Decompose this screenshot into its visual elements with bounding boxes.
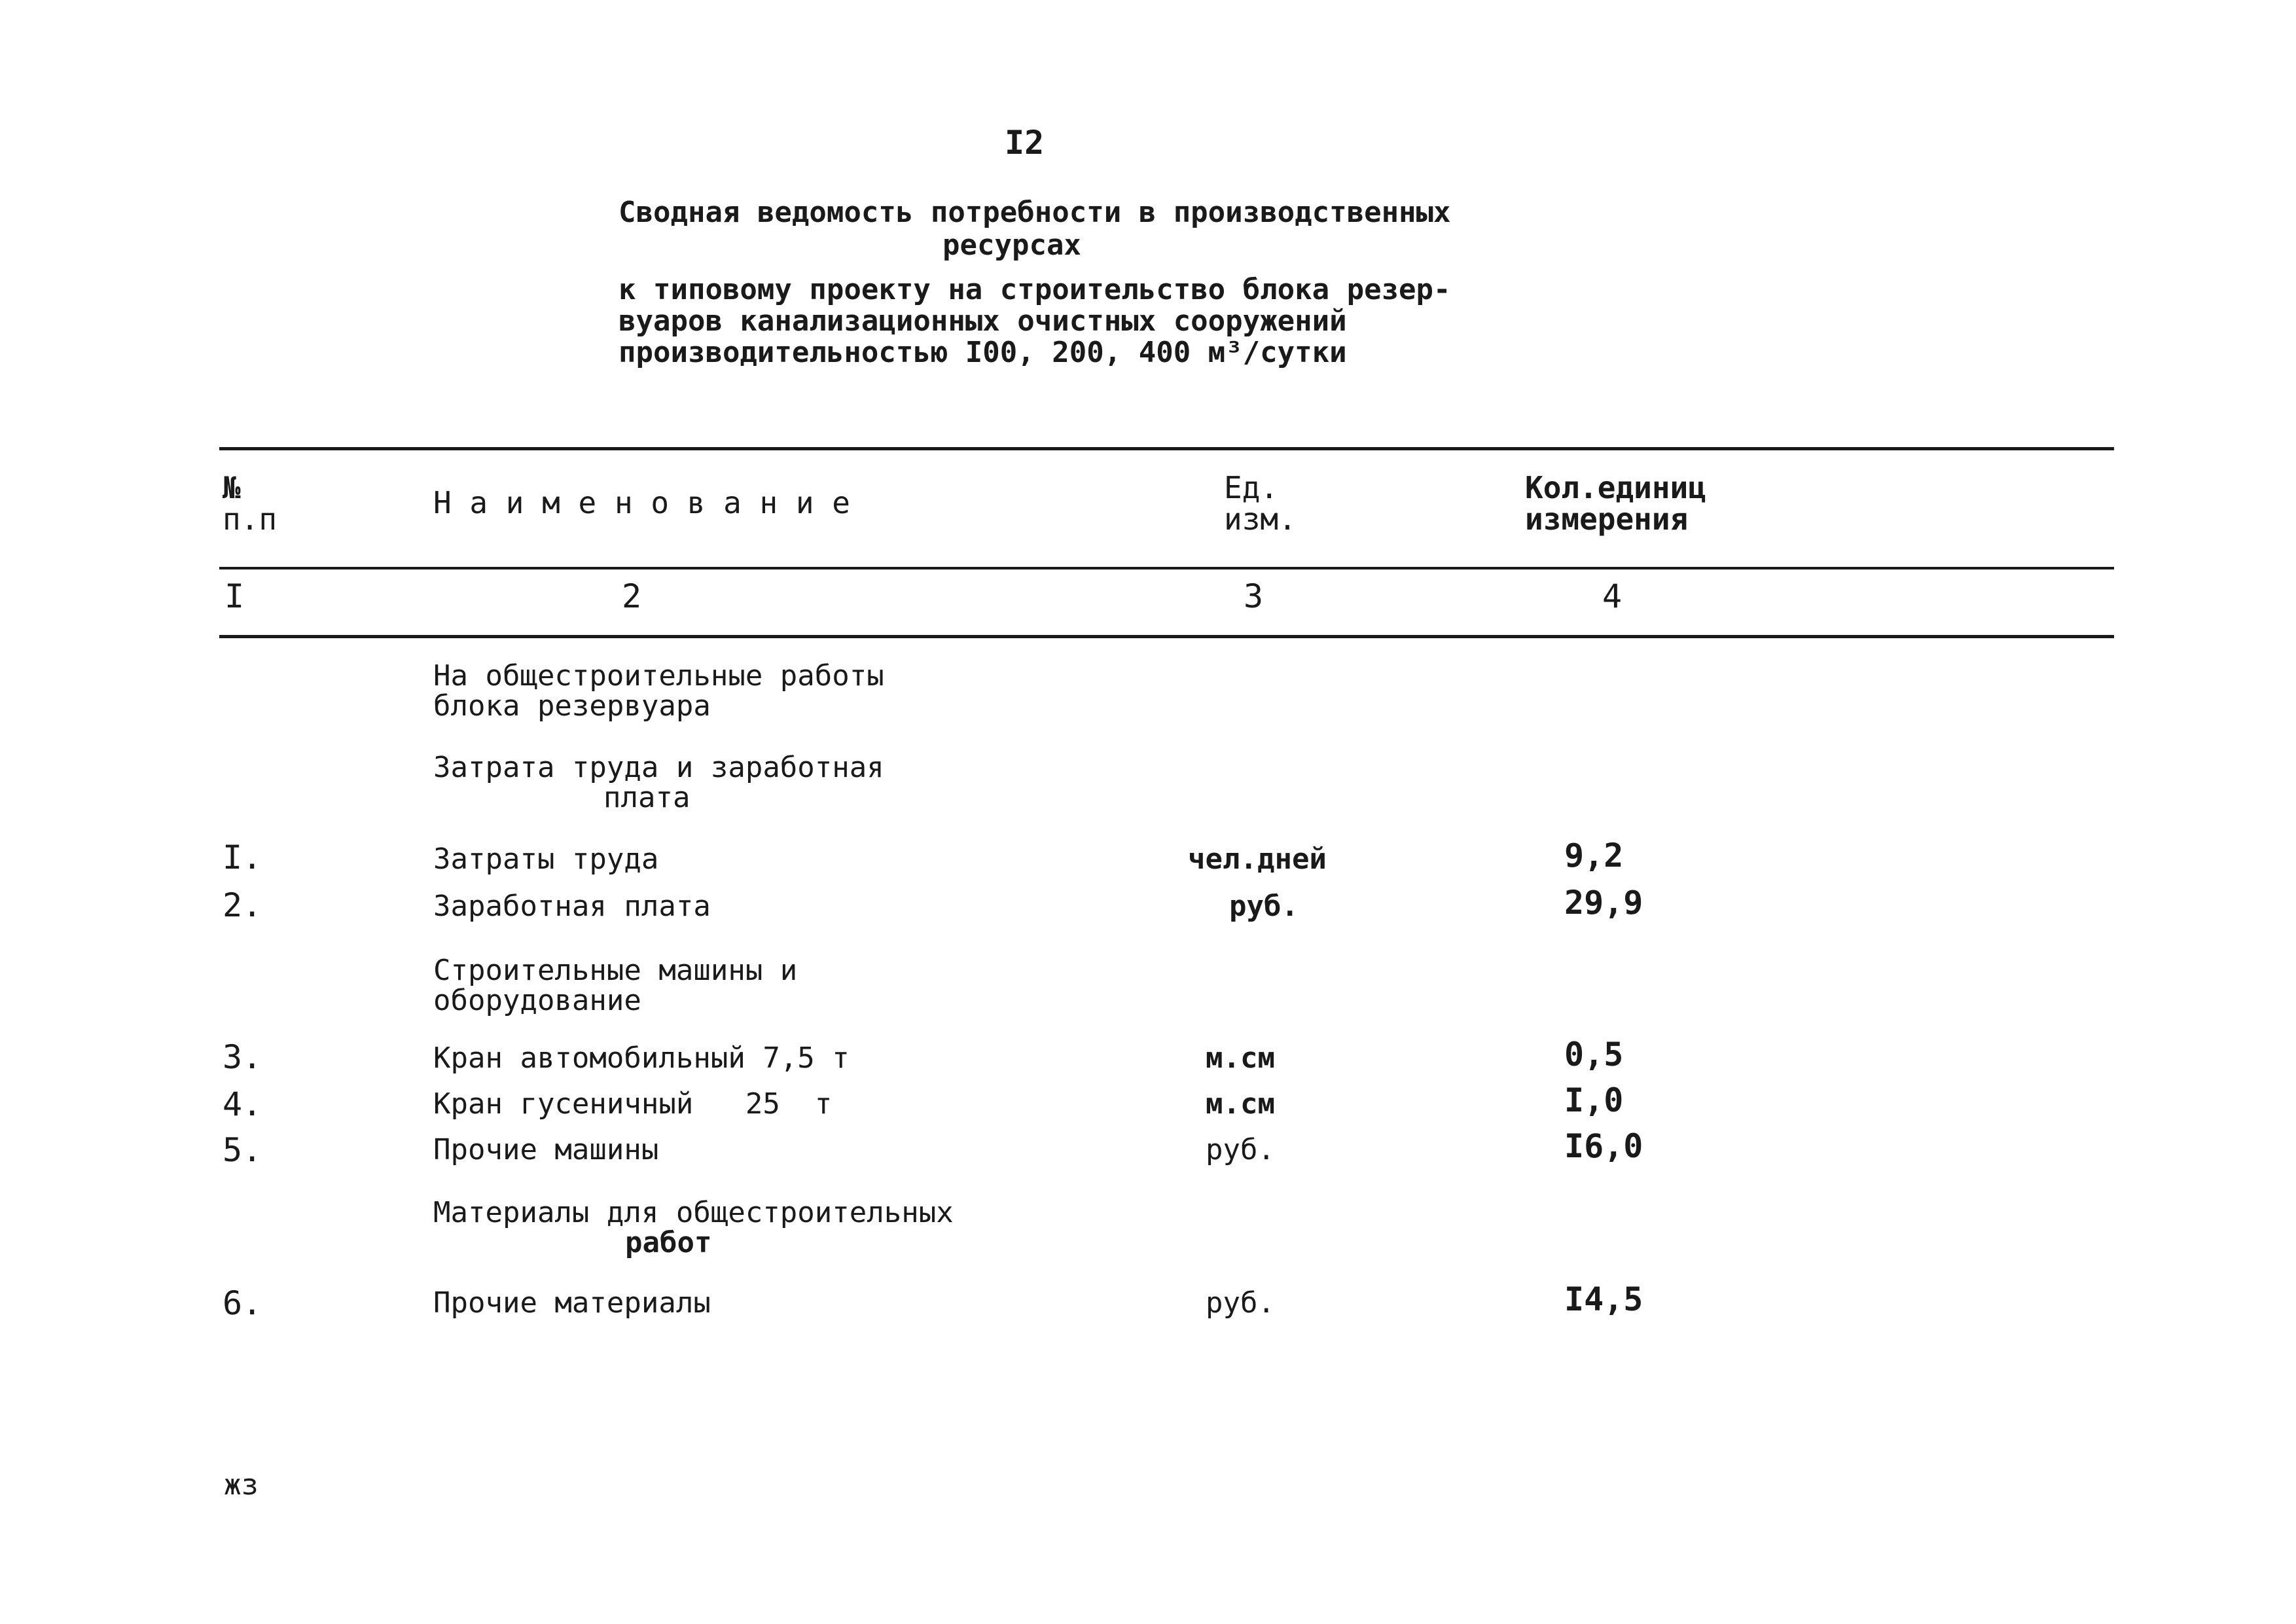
table-top-rule xyxy=(219,447,2114,450)
column-number-1: I xyxy=(224,577,245,615)
row-qty: 29,9 xyxy=(1564,884,1643,922)
header-qty-line-2: измерения xyxy=(1525,501,1689,537)
page-number: I2 xyxy=(1005,124,1045,162)
column-number-2: 2 xyxy=(622,577,642,615)
row-name: Затраты труда xyxy=(433,842,659,876)
row-number: 6. xyxy=(223,1284,262,1322)
subtitle-line-1: к типовому проекту на строительство блока резер- xyxy=(619,273,1451,306)
subtitle-line-3: производительностью I00, 200, 400 м³/сутки xyxy=(619,336,1347,369)
row-qty: I4,5 xyxy=(1564,1280,1643,1318)
row-qty: 0,5 xyxy=(1564,1036,1624,1074)
subsection-labor-line-1: Затрата труда и заработная xyxy=(433,751,884,784)
section-heading-line-1: На общестроительные работы xyxy=(433,659,884,693)
row-qty: I,0 xyxy=(1564,1081,1624,1119)
title-line-1: Сводная ведомость потребности в производственных xyxy=(619,196,1451,229)
column-numbers-rule xyxy=(219,635,2114,638)
row-name: Прочие материалы xyxy=(433,1286,711,1320)
header-qty-line-1: Кол.единиц xyxy=(1525,470,1706,505)
row-name: Заработная плата xyxy=(433,890,711,923)
header-name: Н а и м е н о в а н и е xyxy=(433,485,850,520)
header-unit-line-2: изм. xyxy=(1224,501,1297,537)
header-no-label: п.п xyxy=(223,501,278,537)
row-name: Кран автомобильный 7,5 т xyxy=(433,1041,850,1075)
header-unit-line-1: Ед. xyxy=(1224,470,1279,505)
section-heading-line-2: блока резервуара xyxy=(433,689,711,723)
row-qty: I6,0 xyxy=(1564,1127,1643,1165)
header-bottom-rule xyxy=(219,567,2114,569)
row-number: 2. xyxy=(223,886,262,924)
row-qty: 9,2 xyxy=(1564,837,1624,875)
row-number: 3. xyxy=(223,1038,262,1076)
subsection-materials-line-1: Материалы для общестроительных xyxy=(433,1196,954,1229)
row-name: Кран гусеничный 25 т xyxy=(433,1087,833,1121)
header-no-symbol: № xyxy=(223,470,241,505)
row-number: 4. xyxy=(223,1085,262,1123)
subsection-labor-line-2: плата xyxy=(603,781,691,814)
title-line-2: ресурсах xyxy=(942,228,1081,262)
row-unit: руб. xyxy=(1206,1286,1275,1320)
row-name: Прочие машины xyxy=(433,1133,659,1166)
footer-mark: жз xyxy=(224,1468,259,1502)
row-unit: руб. xyxy=(1206,1133,1275,1166)
subsection-machines-line-2: оборудование xyxy=(433,984,641,1017)
row-number: I. xyxy=(223,839,262,876)
row-number: 5. xyxy=(223,1131,262,1169)
row-unit: м.см xyxy=(1206,1087,1275,1121)
subsection-materials-line-2: работ xyxy=(625,1226,712,1259)
subtitle-line-2: вуаров канализационных очистных сооружений xyxy=(619,304,1347,338)
row-unit: руб. xyxy=(1229,890,1299,923)
column-number-4: 4 xyxy=(1602,577,1623,615)
row-unit: чел.дней xyxy=(1188,842,1327,876)
column-number-3: 3 xyxy=(1244,577,1264,615)
row-unit: м.см xyxy=(1206,1041,1275,1075)
subsection-machines-line-1: Строительные машины и xyxy=(433,954,798,987)
